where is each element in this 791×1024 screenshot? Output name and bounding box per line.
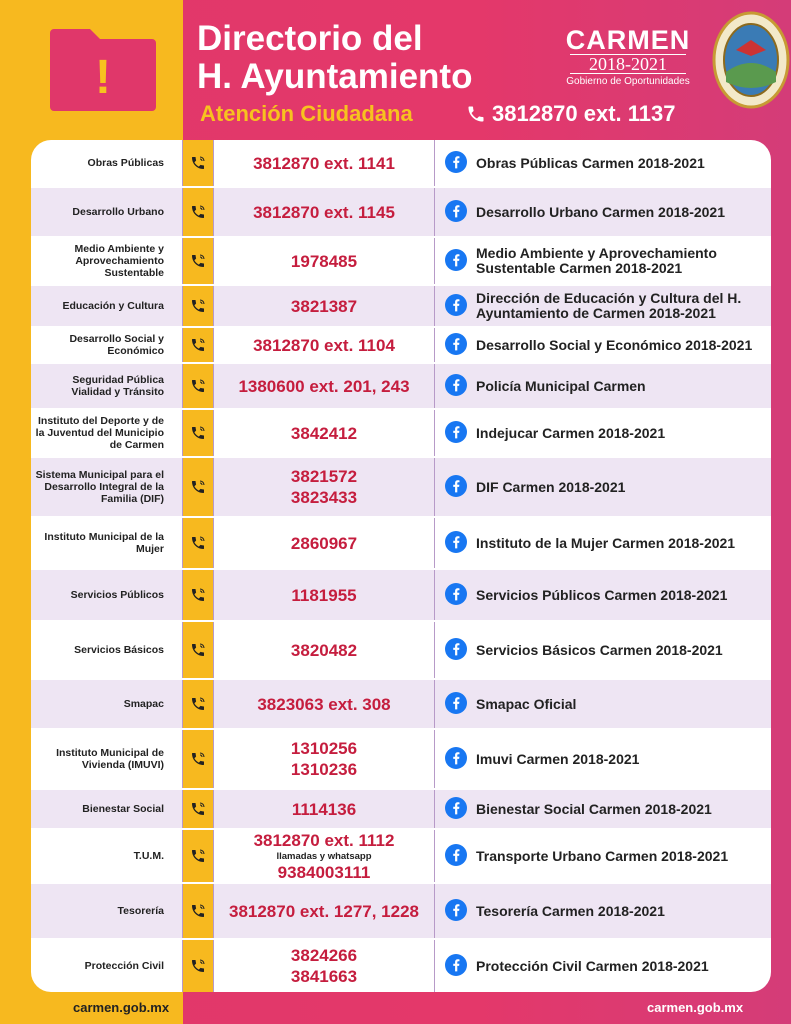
facebook-page-name: Instituto de la Mujer Carmen 2018-2021: [476, 534, 736, 551]
footer-url-left[interactable]: carmen.gob.mx: [73, 1000, 170, 1015]
phone-number[interactable]: 3823433: [290, 488, 358, 507]
phone-cell[interactable]: [214, 328, 435, 362]
department-name: T.U.M.: [31, 830, 183, 882]
facebook-page-name: Servicios Públicos Carmen 2018-2021: [476, 586, 728, 603]
title-line-1: Directorio del: [197, 19, 423, 58]
facebook-link[interactable]: [435, 410, 771, 456]
phone-cell[interactable]: [214, 622, 435, 678]
phone-number[interactable]: 1310256: [290, 739, 358, 758]
phone-cell[interactable]: [214, 188, 435, 236]
facebook-icon: [445, 475, 467, 500]
facebook-icon: [445, 692, 467, 717]
facebook-page-name: DIF Carmen 2018-2021: [476, 478, 626, 495]
facebook-icon: [445, 899, 467, 924]
facebook-page-name: Bienestar Social Carmen 2018-2021: [476, 800, 712, 817]
department-name: Instituto del Deporte y de la Juventud del Municipio de Carmen: [31, 410, 183, 456]
phone-icon: [183, 940, 214, 992]
phone-icon: [183, 410, 214, 456]
phone-cell[interactable]: [214, 884, 435, 938]
phone-number[interactable]: 3812870 ext. 1141: [253, 153, 395, 173]
phone-icon: [183, 884, 214, 938]
department-name: Desarrollo Social y Económico: [31, 328, 183, 362]
facebook-icon: [445, 583, 467, 608]
facebook-icon: [445, 954, 467, 979]
facebook-link[interactable]: [435, 364, 771, 408]
phone-icon: [183, 518, 214, 568]
table-row: [31, 884, 771, 938]
facebook-page-name: Obras Públicas Carmen 2018-2021: [476, 154, 705, 171]
facebook-icon: [445, 294, 467, 319]
facebook-icon: [445, 638, 467, 663]
phone-cell[interactable]: [214, 790, 435, 828]
facebook-icon: [445, 747, 467, 772]
phone-cell[interactable]: [214, 286, 435, 326]
facebook-page-name: Indejucar Carmen 2018-2021: [476, 424, 666, 441]
table-row: [31, 680, 771, 728]
table-row: [31, 238, 771, 284]
facebook-link[interactable]: [435, 622, 771, 678]
department-name: Servicios Básicos: [31, 622, 183, 678]
facebook-link[interactable]: [435, 730, 771, 788]
facebook-link[interactable]: [435, 830, 771, 882]
facebook-link[interactable]: [435, 458, 771, 516]
facebook-page-name: Dirección de Educación y Cultura del H. Ayuntamiento de Carmen 2018-2021: [476, 290, 742, 321]
phone-cell[interactable]: [214, 730, 435, 788]
brand-years: 2018-2021: [570, 54, 686, 74]
phone-number[interactable]: 3821572: [290, 467, 358, 486]
table-row: [31, 830, 771, 882]
table-row: [31, 790, 771, 828]
phone-icon: [183, 458, 214, 516]
main-phone[interactable]: [466, 101, 676, 127]
phone-cell[interactable]: [214, 364, 435, 408]
table-row: [31, 730, 771, 788]
phone-cell[interactable]: [214, 518, 435, 568]
phone-number[interactable]: 3812870 ext. 1145: [253, 202, 395, 222]
facebook-icon: [445, 249, 467, 274]
facebook-link[interactable]: [435, 328, 771, 362]
facebook-page-name: Servicios Básicos Carmen 2018-2021: [476, 641, 723, 658]
main-phone-number: 3812870 ext. 1137: [492, 101, 676, 126]
phone-icon: [183, 188, 214, 236]
phone-note: llamadas y whatsapp: [276, 850, 372, 862]
table-row: [31, 410, 771, 456]
facebook-link[interactable]: [435, 518, 771, 568]
facebook-link[interactable]: [435, 680, 771, 728]
facebook-page-name: Desarrollo Urbano Carmen 2018-2021: [476, 203, 725, 220]
phone-cell[interactable]: [214, 830, 435, 882]
facebook-link[interactable]: [435, 940, 771, 992]
phone-icon: [183, 622, 214, 678]
phone-cell[interactable]: [214, 140, 435, 186]
phone-cell[interactable]: [214, 458, 435, 516]
phone-number[interactable]: 3812870 ext. 1112: [253, 830, 395, 850]
table-row: [31, 518, 771, 568]
phone-cell[interactable]: [214, 238, 435, 284]
facebook-link[interactable]: [435, 286, 771, 326]
facebook-page-name: Imuvi Carmen 2018-2021: [476, 750, 640, 767]
facebook-page-name: Smapac Oficial: [476, 695, 577, 712]
department-name: Instituto Municipal de la Mujer: [31, 518, 183, 568]
table-row: [31, 286, 771, 326]
table-row: [31, 328, 771, 362]
facebook-link[interactable]: [435, 570, 771, 620]
facebook-link[interactable]: [435, 188, 771, 236]
brand-name: CARMEN: [565, 25, 691, 55]
phone-number[interactable]: 9384003111: [277, 862, 371, 882]
phone-icon: [183, 680, 214, 728]
table-row: [31, 940, 771, 992]
table-row: [31, 140, 771, 186]
facebook-link[interactable]: [435, 238, 771, 284]
phone-number[interactable]: 3812870 ext. 1277, 1228: [228, 901, 419, 921]
phone-cell[interactable]: [214, 410, 435, 456]
municipal-seal-icon: [712, 10, 790, 110]
facebook-page-name: Transporte Urbano Carmen 2018-2021: [476, 847, 729, 864]
facebook-icon: [445, 374, 467, 399]
phone-icon: [183, 238, 214, 284]
facebook-link[interactable]: [435, 884, 771, 938]
department-name: Bienestar Social: [31, 790, 183, 828]
phone-icon: [183, 570, 214, 620]
facebook-icon: [445, 421, 467, 446]
page-title: [197, 20, 472, 96]
phone-number[interactable]: 1978485: [290, 251, 358, 271]
facebook-page-name: Medio Ambiente y Aprovechamiento Sustentable Carmen 2018-2021: [476, 245, 717, 276]
department-name: Desarrollo Urbano: [31, 188, 183, 236]
phone-number[interactable]: 1310236: [290, 760, 358, 779]
phone-number[interactable]: 3820482: [290, 640, 358, 660]
phone-number[interactable]: 2860967: [290, 533, 358, 553]
phone-icon: [183, 830, 214, 882]
department-name: Instituto Municipal de Vivienda (IMUVI): [31, 730, 183, 788]
phone-icon: [466, 104, 486, 124]
folder-mark: !: [95, 51, 111, 104]
phone-icon: [183, 730, 214, 788]
department-name: Seguridad Pública Vialidad y Tránsito: [31, 364, 183, 408]
facebook-icon: [445, 333, 467, 358]
table-row: [31, 622, 771, 678]
facebook-icon: [445, 200, 467, 225]
facebook-page-name: Policía Municipal Carmen: [476, 377, 646, 394]
facebook-page-name: Desarrollo Social y Económico 2018-2021: [476, 336, 753, 353]
facebook-page-name: Tesorería Carmen 2018-2021: [476, 902, 665, 919]
directory-table: [31, 140, 771, 992]
phone-number[interactable]: 1181955: [291, 585, 357, 605]
folder-alert-icon: [48, 25, 158, 113]
table-row: [31, 188, 771, 236]
phone-cell[interactable]: [214, 680, 435, 728]
phone-number[interactable]: 1114136: [291, 799, 357, 819]
phone-number[interactable]: 3842412: [290, 423, 358, 443]
phone-icon: [183, 364, 214, 408]
department-name: Obras Públicas: [31, 140, 183, 186]
facebook-page-name: Protección Civil Carmen 2018-2021: [476, 957, 709, 974]
phone-number[interactable]: 1380600 ext. 201, 243: [238, 376, 410, 396]
phone-icon: [183, 790, 214, 828]
table-row: [31, 364, 771, 408]
facebook-link[interactable]: [435, 790, 771, 828]
facebook-icon: [445, 531, 467, 556]
phone-number[interactable]: 3823063 ext. 308: [257, 694, 391, 714]
facebook-icon: [445, 844, 467, 869]
brand-slogan: Gobierno de Oportunidades: [566, 76, 690, 87]
footer-url-right[interactable]: carmen.gob.mx: [647, 1000, 744, 1015]
department-name: Servicios Públicos: [31, 570, 183, 620]
department-name: Smapac: [31, 680, 183, 728]
department-name: Sistema Municipal para el Desarrollo Integral de la Familia (DIF): [31, 458, 183, 516]
phone-icon: [183, 140, 214, 186]
phone-cell[interactable]: [214, 570, 435, 620]
phone-number[interactable]: 3812870 ext. 1104: [253, 335, 395, 355]
phone-number[interactable]: 3824266: [290, 946, 358, 965]
facebook-icon: [445, 797, 467, 822]
department-name: Tesorería: [31, 884, 183, 938]
phone-icon: [183, 286, 214, 326]
title-line-2: H. Ayuntamiento: [197, 57, 473, 96]
subtitle: Atención Ciudadana: [200, 101, 413, 126]
table-row: [31, 458, 771, 516]
phone-icon: [183, 328, 214, 362]
phone-cell[interactable]: [214, 940, 435, 992]
department-name: Educación y Cultura: [31, 286, 183, 326]
carmen-brand: [558, 26, 698, 87]
table-row: [31, 570, 771, 620]
department-name: Medio Ambiente y Aprovechamiento Sustentable: [31, 238, 183, 284]
phone-number[interactable]: 3841663: [290, 967, 358, 986]
department-name: Protección Civil: [31, 940, 183, 992]
facebook-link[interactable]: [435, 140, 771, 186]
facebook-icon: [445, 151, 467, 176]
phone-number[interactable]: 3821387: [290, 296, 358, 316]
